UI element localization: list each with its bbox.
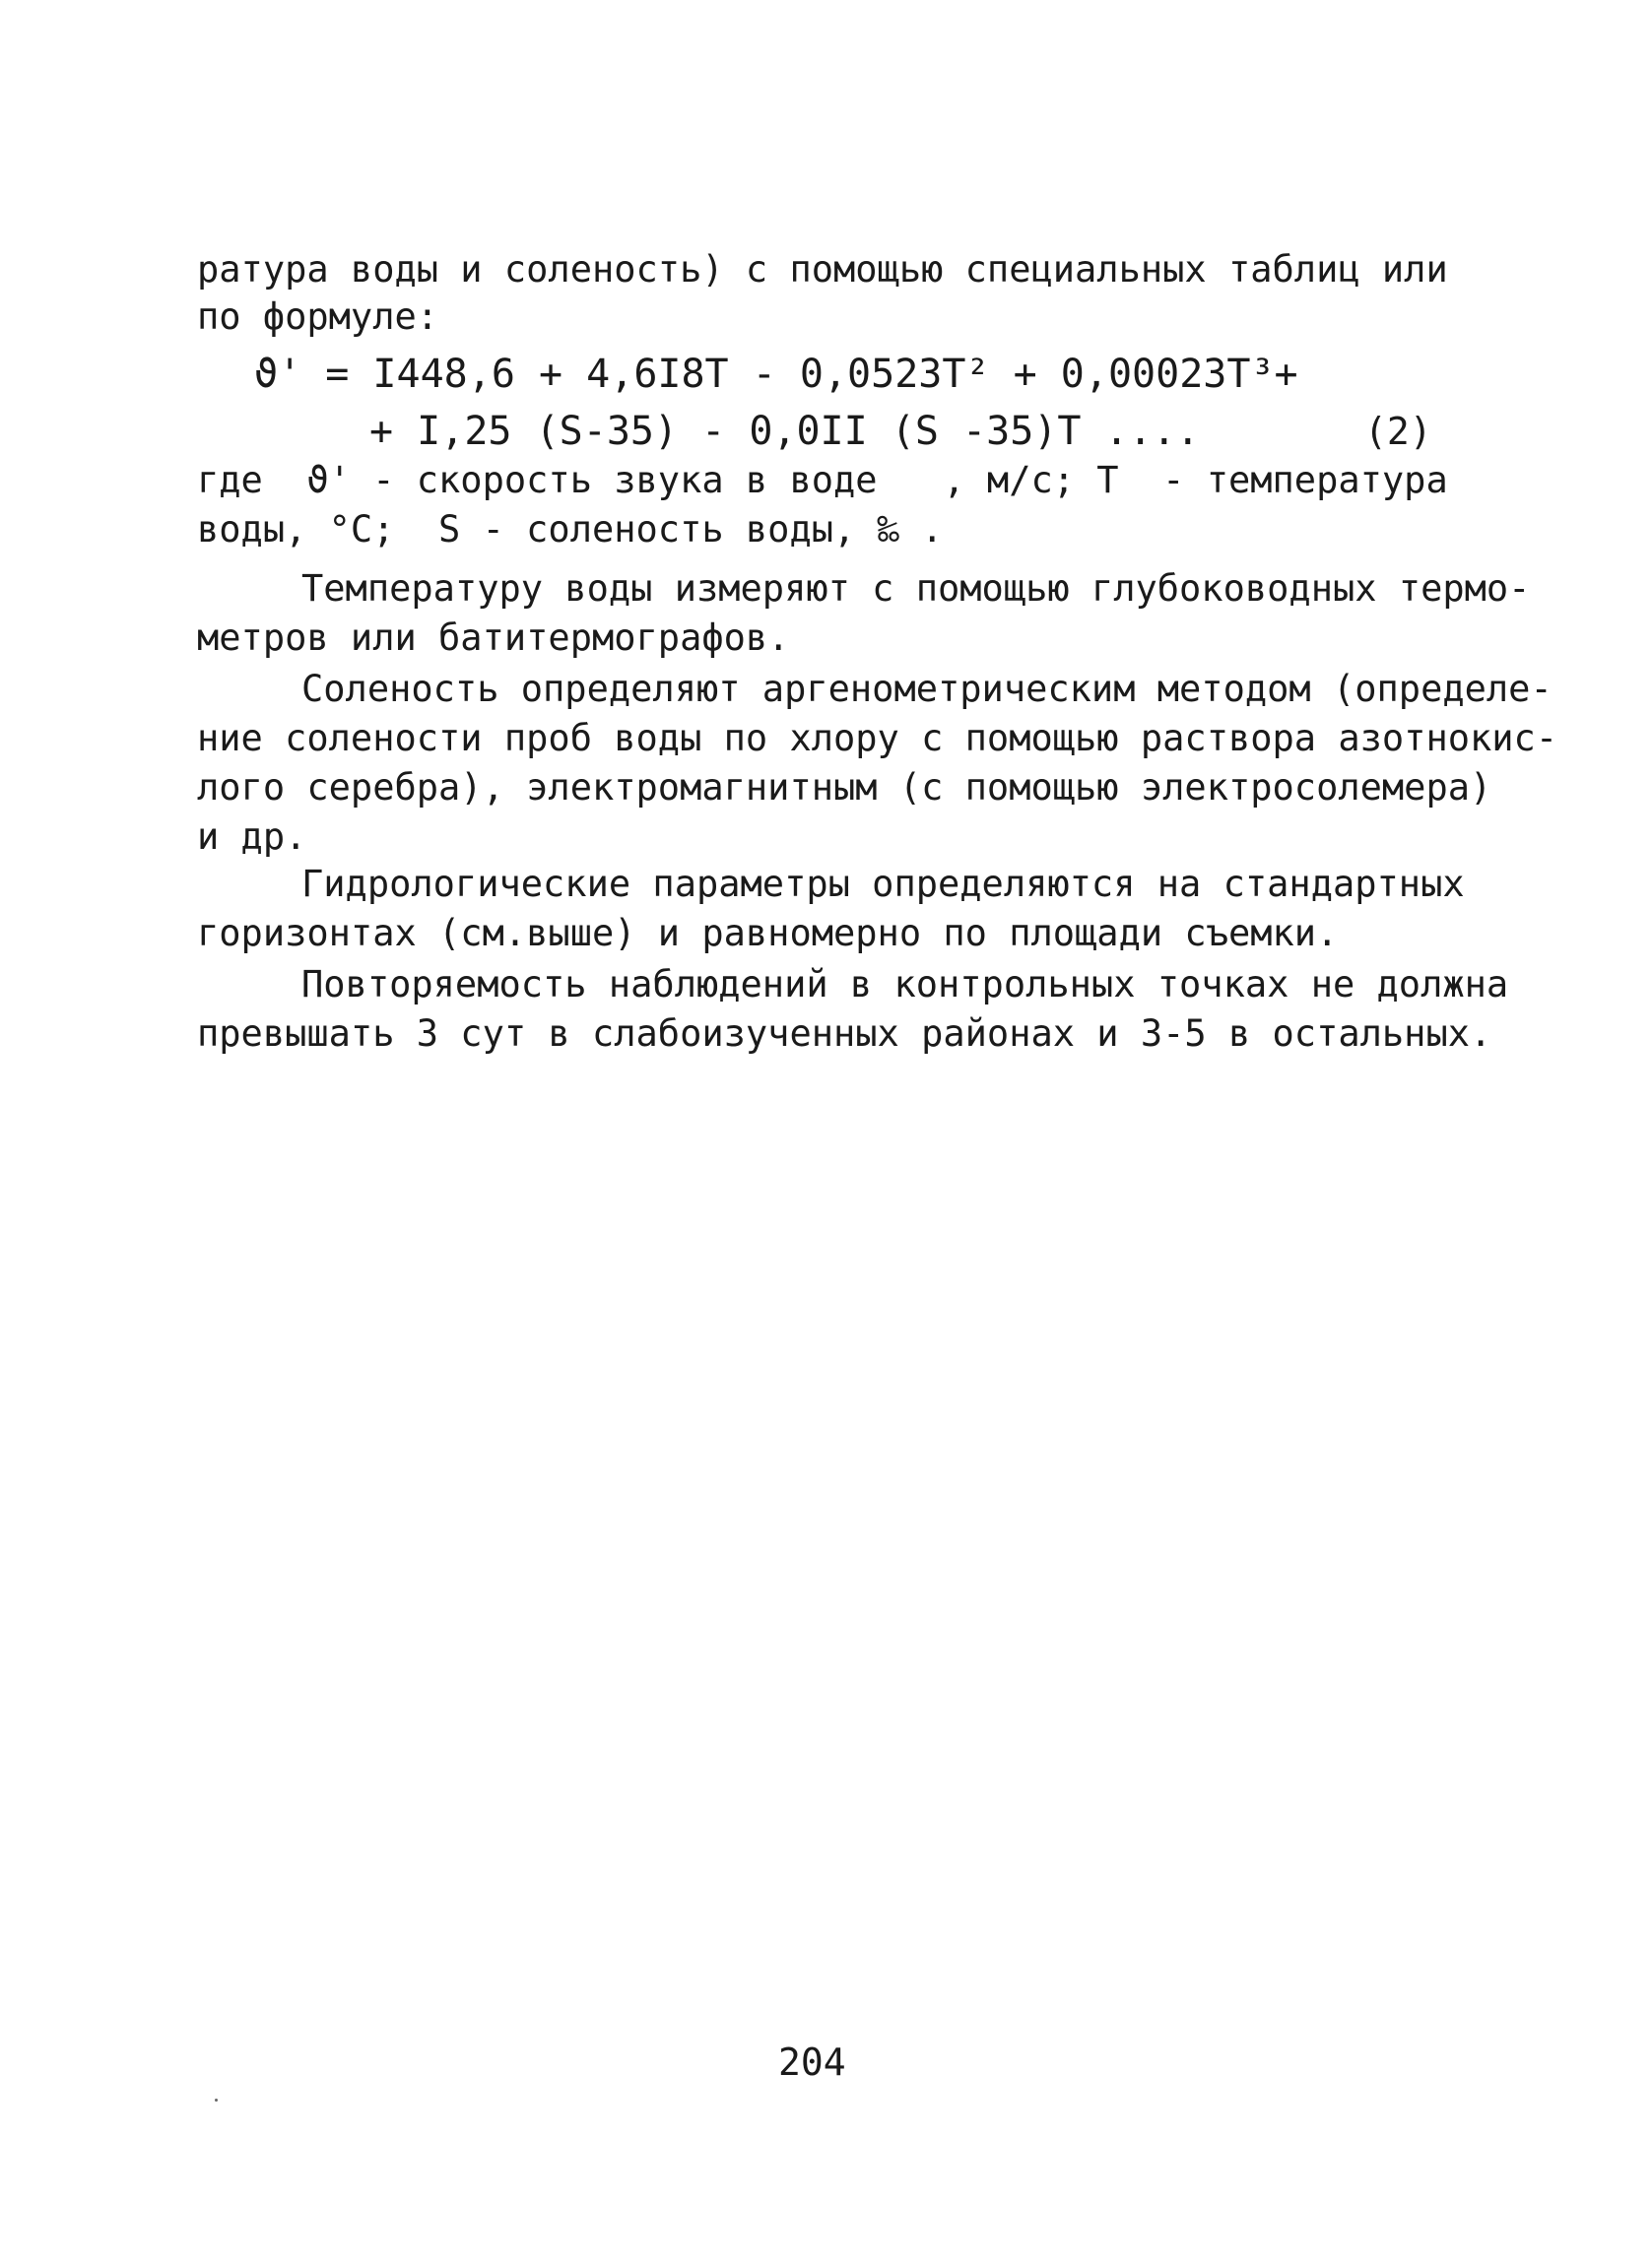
paragraph-line: Повторяемость наблюдений в контрольных точках не должна <box>301 963 1509 1005</box>
paragraph-line: ние солености проб воды по хлору с помощью раствора азотнокис- <box>197 717 1558 759</box>
paragraph-line: горизонтах (см.выше) и равномерно по площади съемки. <box>197 912 1339 954</box>
text-line: по формуле: <box>197 295 439 338</box>
paragraph-line: Температуру воды измеряют с помощью глубоководных термо- <box>301 567 1531 610</box>
formula-line-2: + I,25 (S-35) - 0,0II (S -35)T .... <box>369 409 1200 454</box>
formula-line-1: ϑ' = I448,6 + 4,6I8T - 0,0523T² + 0,00023T³+ <box>254 352 1298 397</box>
paragraph-line: Соленость определяют аргенометрическим методом (определе- <box>301 668 1553 710</box>
paragraph-line: метров или батитермографов. <box>197 616 790 659</box>
paragraph-line: и др. <box>197 815 307 858</box>
scan-speck <box>215 2099 218 2102</box>
equation-number: (2) <box>1364 410 1432 453</box>
page-number: 204 <box>778 2041 846 2084</box>
text-line: ратура воды и соленость) с помощью специальных таблиц или <box>197 248 1448 291</box>
paragraph-line: превышать 3 сут в слабоизученных районах и 3-5 в остальных. <box>197 1012 1492 1055</box>
units-line: воды, °C; S - соленость воды, ‰ . <box>197 508 944 551</box>
where-line: где ϑ' - скорость звука в воде , м/с; T - температура <box>197 459 1448 501</box>
paragraph-line: лого серебра), электромагнитным (с помощью электросолемера) <box>197 766 1492 809</box>
paragraph-line: Гидрологические параметры определяются на стандартных <box>301 863 1465 905</box>
